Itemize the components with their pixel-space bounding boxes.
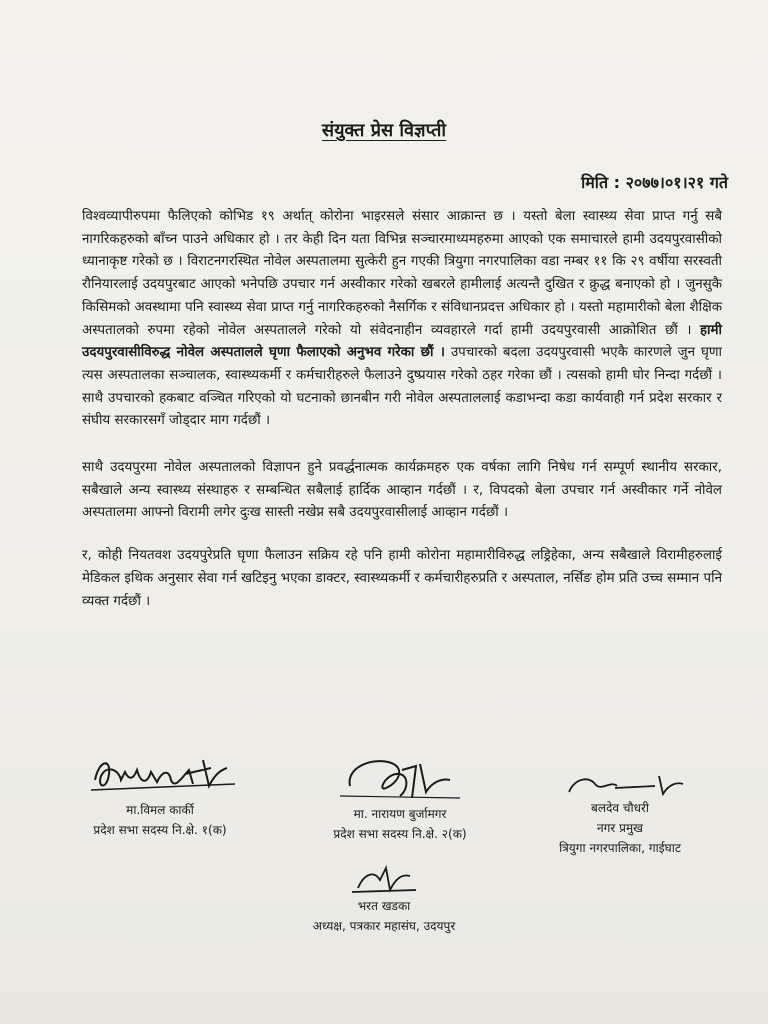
signatory-1-name: मा.विमल कार्की — [126, 803, 194, 817]
signatory-4-role: अध्यक्ष, पत्रकार महासंघ, उदयपुर — [312, 919, 456, 933]
document-date: मिति : २०७७।०१।२१ गते — [581, 173, 728, 192]
paragraph-3: र, कोही नियतवश उदयपुरेप्रति घृणा फैलाउन सक्रिय रहे पनि हामी कोरोना महामारीविरुद्ध लड्रिहेका, अन्य सबैखाले विरामीहरुलाई मेडिकल इथिक अनुसार सेवा गर्न खटिइनु भएका डाक्टर, स्वास्थ्यकर्मी र कर्मचारीहरुप्रति र अस्पताल, नर्सिङ होम प्रति उच्च सम्मान पनि व्यक्त गर्दछौं । — [82, 548, 722, 609]
signatory-3-role-2: त्रियुगा नगरपालिका, गाईघाट — [559, 841, 681, 855]
handwritten-signature-2 — [330, 752, 470, 804]
signatory-1-role: प्रदेश सभा सदस्य नि.क्षे. १(क) — [93, 823, 227, 837]
paragraph-1 — [82, 206, 722, 433]
paragraph-2: साथै उदयपुरमा नोवेल अस्पतालको विज्ञापन हुने प्रवर्द्धनात्मक कार्यक्रमहरु एक वर्षका लागि निषेध गर्न सम्पूर्ण स्थानीय सरकार, सबैखाले अन्य स्वास्थ्य संस्थाहरु र सम्बन्धित सबैलाई हार्दिक आव्हान गर्दछौं । र, विपदको बेला उपचार गर्न अस्वीकार गर्ने नोवेल अस्पतालमा आफ्नो विरामी लगेर दुःख सास्ती नखेप्न सबै उदयपुरवासीलाई आव्हान गर्दछौं । — [82, 460, 722, 521]
signatory-2-role: प्रदेश सभा सदस्य नि.क्षे. २(क) — [333, 827, 467, 841]
signatory-2-name: मा. नारायण बुर्जामगर — [353, 807, 447, 821]
signatory-block-1 — [60, 750, 260, 840]
signatory-3-role: नगर प्रमुख — [597, 821, 643, 835]
paragraph-1-bold-statement: हामी उदयपुरवासीविरुद्ध नोवेल अस्पतालले घृणा फैलाएको अनुभव गरेका छौं । — [82, 322, 722, 361]
signatory-block-2 — [300, 752, 500, 844]
handwritten-signature-1 — [85, 750, 235, 800]
handwritten-signature-4 — [344, 860, 424, 896]
signatory-block-3 — [520, 770, 720, 858]
signatory-3-name: बलदेव चौधरी — [591, 801, 649, 815]
signatory-4-name: भरत खडका — [357, 899, 411, 913]
signatory-block-4 — [284, 860, 484, 936]
paragraph-1-text-b: उपचारको बदला उदयपुरवासी भएकै कारणले जुन घृणा त्यस अस्पतालका सञ्चालक, स्वास्थ्यकर्मी र कर्मचारीहरुले फैलाउने दुष्प्रयास गरेको ठहर गरेका छौं । त्यसको हामी घोर निन्दा गर्दछौं । साथै उपचारको हकबाट वञ्चित गरिएको यो घटनाको छानबीन गरी नोवेल अस्पताललाई कडाभन्दा कडा कार्यवाही गर्न प्रदेश सरकार र संघीय सरकारसगँ जोड्दार माग गर्दछौं । — [82, 345, 723, 429]
handwritten-signature-3 — [545, 770, 695, 798]
paragraph-1-text-a: विश्वव्यापीरुपमा फैलिएको कोभिड १९ अर्थात् कोरोना भाइरसले संसार आक्रान्त छ । यस्तो बेला स्वास्थ्य सेवा प्राप्त गर्नु सबै नागरिकहरुको बाँच्न पाउने अधिकार हो । तर केही दिन यता विभिन्न सञ्चारमाध्यमहरुमा आएको एक समाचारले हामी उदयपुरवासीको ध्यानाकृष्ट गरेको छ । विराटनगरस्थित नोवेल अस्पतालमा सुत्केरी हुन गएकी त्रियुगा नगरपालिका वडा नम्बर ११ कि २९ वर्षीया सरस्वती रौनियारलाई उदयपुरबाट आएको भनेपछि उपचार गर्न अस्वीकार गरेको खबरले हामीलाई अत्यन्तै दुखित र क्रुद्ध बनाएको हो । जुनसुकै किसिमको अवस्थामा पनि स्वास्थ्य सेवा प्राप्त गर्नु नागरिकहरुको नैसर्गिक र संविधानप्रदत्त अधिकार हो । यस्तो महामारीको बेला शैक्षिक अस्पतालको रुपमा रहेको नोवेल अस्पतालले गरेको यो संवेदनाहीन व्यवहारले गर्दा हामी उदयपुरवासी आक्रोशित छौं । — [82, 209, 722, 338]
document-title: संयुक्त प्रेस विज्ञप्ती — [321, 120, 447, 141]
document-body — [82, 206, 722, 633]
